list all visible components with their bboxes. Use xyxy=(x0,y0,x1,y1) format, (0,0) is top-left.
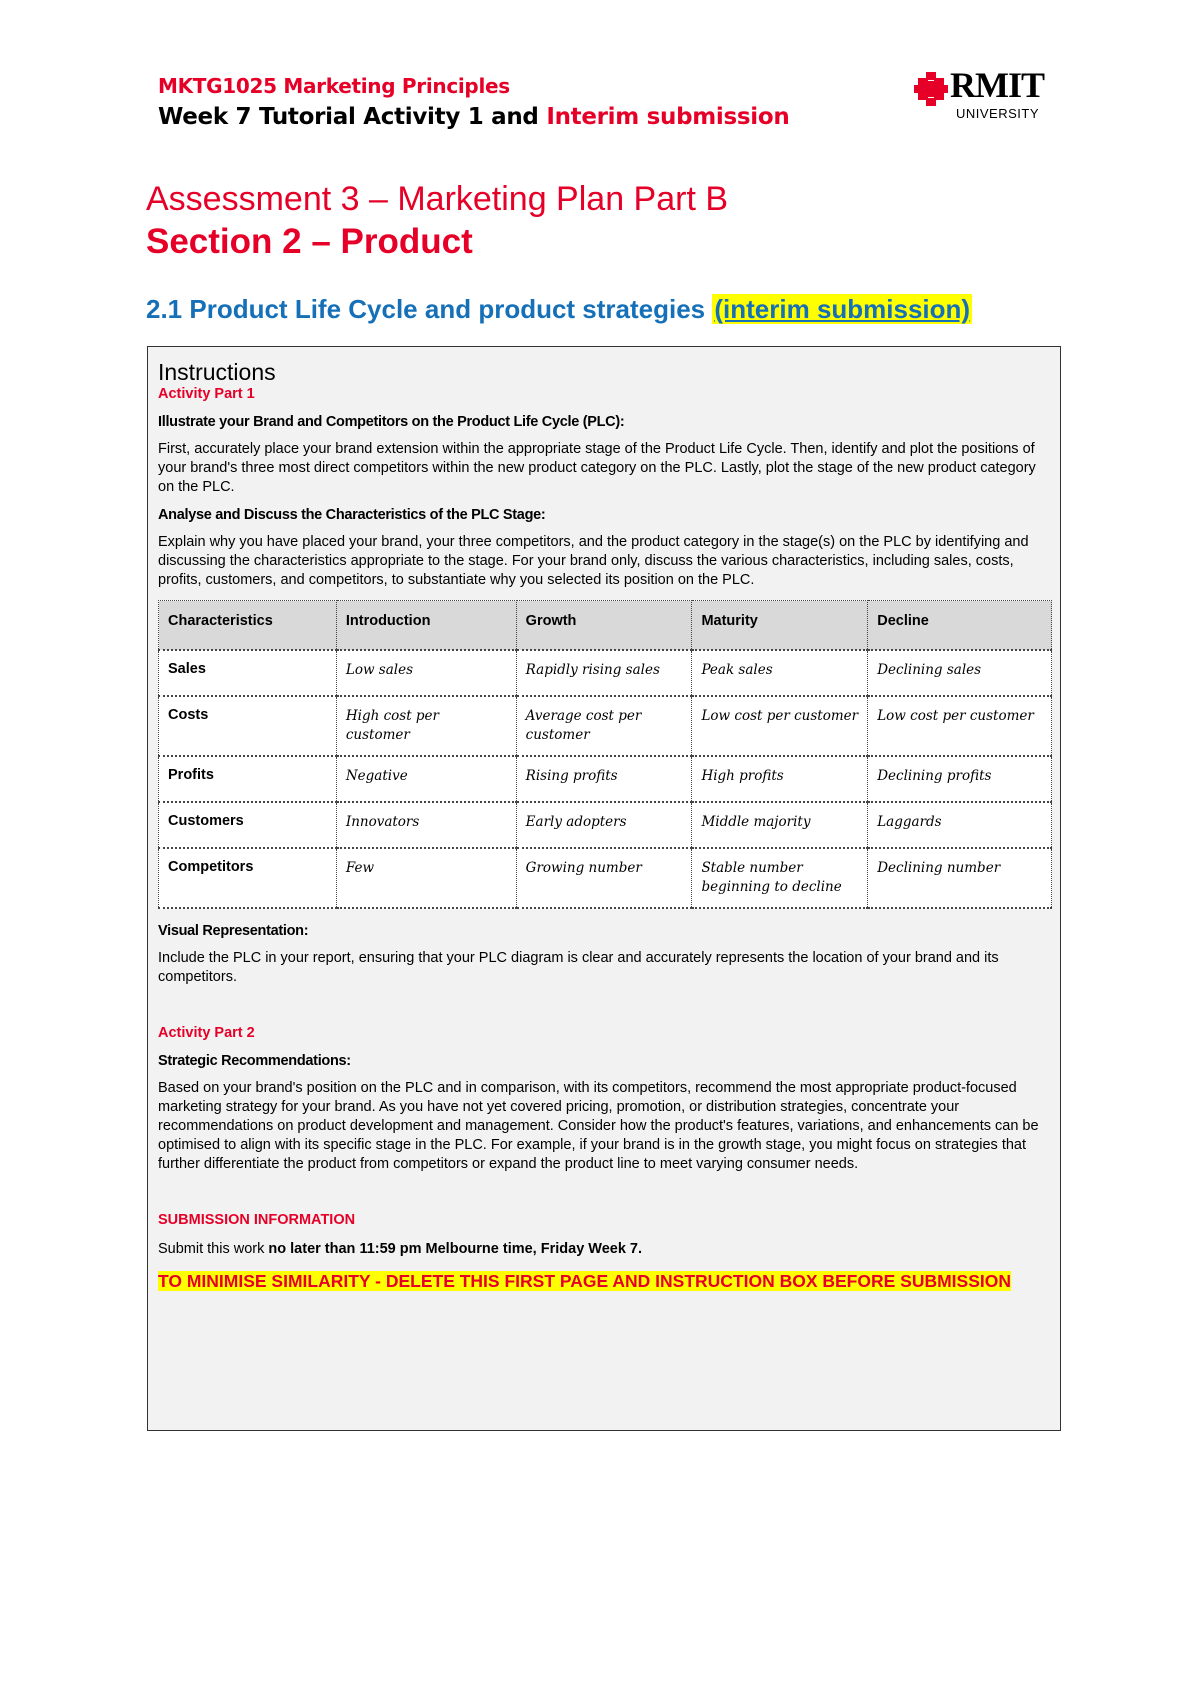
table-cell: Declining profits xyxy=(868,756,1052,802)
table-row xyxy=(159,756,1052,802)
table-header-row xyxy=(159,601,1052,651)
table-cell: Stable number beginning to decline xyxy=(692,848,868,908)
activity-part-2-label: Activity Part 2 xyxy=(158,1025,255,1041)
table-cell: Low cost per customer xyxy=(868,696,1052,756)
assessment-title: Assessment 3 – Marketing Plan Part B xyxy=(146,180,729,218)
table-row xyxy=(159,802,1052,848)
table-header-cell: Growth xyxy=(516,601,692,651)
similarity-warning-text: TO MINIMISE SIMILARITY - DELETE THIS FIRST PAGE AND INSTRUCTION BOX BEFORE SUBMISSION xyxy=(158,1271,1012,1291)
table-cell: Low sales xyxy=(336,650,516,696)
table-cell: High profits xyxy=(692,756,868,802)
illustrate-heading: Illustrate your Brand and Competitors on the Product Life Cycle (PLC): xyxy=(158,414,625,430)
activity-part-1-label: Activity Part 1 xyxy=(158,386,255,402)
analyse-heading: Analyse and Discuss the Characteristics of the PLC Stage: xyxy=(158,507,546,523)
table-header-cell: Characteristics xyxy=(159,601,337,651)
table-cell: Rising profits xyxy=(516,756,692,802)
table-header-cell: Maturity xyxy=(692,601,868,651)
week-title xyxy=(158,104,789,130)
illustrate-body: First, accurately place your brand extension within the appropriate stage of the Product Life Cycle. Then, identify and plot the positions of your brand's three most direct competitors within the new product category on the PLC. Lastly, plot the stage of the new product category on the PLC. xyxy=(158,441,1036,495)
analyse-body: Explain why you have placed your brand, your three competitors, and the product category in the stage(s) on the PLC by identifying and discussing the characteristics appropriate to the stage. For your brand only, discuss the various characteristics, including sales, costs, profits, customers, and competitors, to substantiate why you selected its position on the PLC. xyxy=(158,534,1029,588)
submission-deadline-prefix: Submit this work xyxy=(158,1241,265,1257)
logo-subtitle: UNIVERSITY xyxy=(956,106,1040,121)
visual-representation-body: Include the PLC in your report, ensuring that your PLC diagram is clear and accurately represents the location of your brand and its competitors. xyxy=(158,950,999,985)
table-cell: Few xyxy=(336,848,516,908)
subsection-title xyxy=(146,294,972,325)
submission-deadline-time: no later than 11:59 pm Melbourne time, Friday Week 7. xyxy=(268,1241,643,1257)
table-header-cell: Introduction xyxy=(336,601,516,651)
table-cell: Rapidly rising sales xyxy=(516,650,692,696)
course-title: MKTG1025 Marketing Principles xyxy=(158,74,510,98)
table-row-header: Customers xyxy=(159,802,337,848)
week-title-suffix: Interim submission xyxy=(546,104,790,130)
table-cell: Innovators xyxy=(336,802,516,848)
table-cell: Early adopters xyxy=(516,802,692,848)
plc-characteristics-table xyxy=(158,600,1052,909)
table-row xyxy=(159,650,1052,696)
visual-representation-heading: Visual Representation: xyxy=(158,923,309,939)
table-row-header: Costs xyxy=(159,696,337,756)
table-cell: Laggards xyxy=(868,802,1052,848)
table-cell: Declining sales xyxy=(868,650,1052,696)
table-row xyxy=(159,696,1052,756)
submission-information-label: SUBMISSION INFORMATION xyxy=(158,1212,356,1228)
week-title-prefix: Week 7 Tutorial Activity 1 and xyxy=(158,104,539,130)
table-cell: High cost per customer xyxy=(336,696,516,756)
submission-deadline xyxy=(158,1240,1046,1259)
instructions-heading: Instructions xyxy=(158,359,276,385)
table-row xyxy=(159,848,1052,908)
rmit-logo xyxy=(914,65,1054,122)
interim-submission-highlight: (interim submission) xyxy=(714,294,971,324)
logo-wordmark: RMIT xyxy=(950,65,1044,105)
table-cell: Middle majority xyxy=(692,802,868,848)
strategic-recommendations-body: Based on your brand's position on the PLC and in comparison, with its competitors, recommend the most appropriate product-focused marketing strategy for your brand. As you have not yet covered pricing, promotion, or distribution strategies, concentrate your recommendations on product development and management. Consider how the product's features, variations, and enhancements can be optimised to align with its specific stage in the PLC. For example, if your brand is in the growth stage, you might focus on strategies that further differentiate the product from competitors or expand the product line to meet varying consumer needs. xyxy=(158,1080,1039,1172)
table-row-header: Sales xyxy=(159,650,337,696)
rmit-pixel-icon xyxy=(914,72,948,106)
instruction-box xyxy=(147,346,1061,1431)
table-cell: Declining number xyxy=(868,848,1052,908)
section-title: Section 2 – Product xyxy=(146,222,473,261)
strategic-recommendations-heading: Strategic Recommendations: xyxy=(158,1053,351,1069)
table-row-header: Profits xyxy=(159,756,337,802)
table-row-header: Competitors xyxy=(159,848,337,908)
table-cell: Average cost per customer xyxy=(516,696,692,756)
table-cell: Peak sales xyxy=(692,650,868,696)
table-cell: Growing number xyxy=(516,848,692,908)
similarity-warning xyxy=(158,1271,1046,1292)
table-cell: Low cost per customer xyxy=(692,696,868,756)
table-cell: Negative xyxy=(336,756,516,802)
table-header-cell: Decline xyxy=(868,601,1052,651)
subsection-title-text: 2.1 Product Life Cycle and product strategies xyxy=(146,294,706,324)
